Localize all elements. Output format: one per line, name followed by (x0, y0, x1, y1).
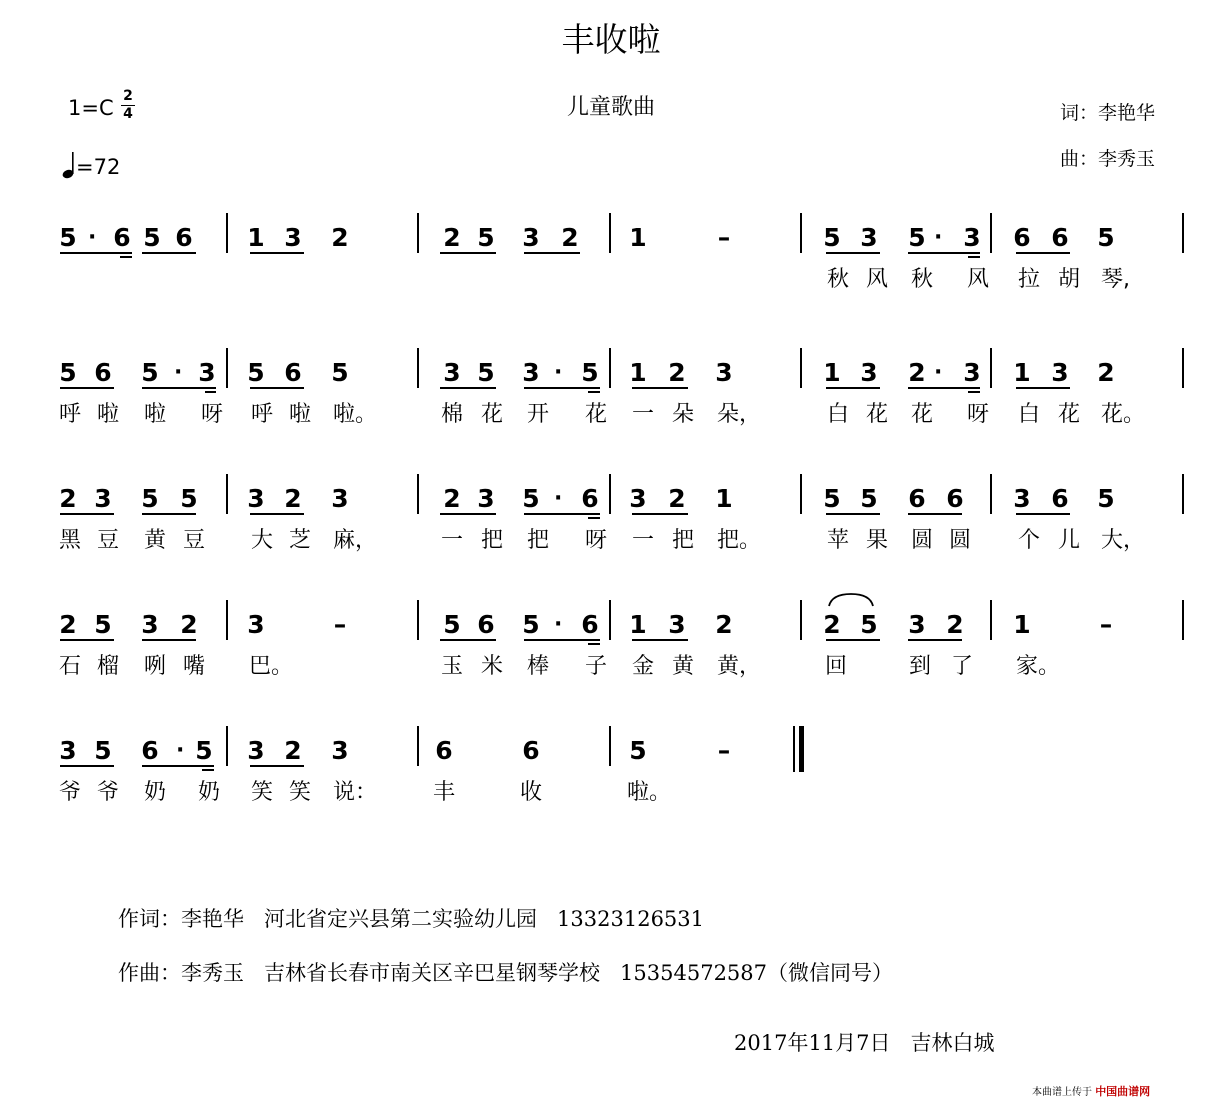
barline (226, 726, 228, 766)
beam-underline (632, 513, 688, 515)
note: 2 (180, 610, 198, 639)
lyric-char: 一 (631, 402, 654, 427)
beam-underline (250, 513, 304, 515)
tempo-marking (62, 150, 120, 180)
note: 1 (1013, 610, 1031, 639)
note: 3 (629, 484, 647, 513)
beam-underline (1016, 252, 1070, 254)
beam-underline (826, 513, 880, 515)
note: 2 (908, 358, 926, 387)
lyric-char: 丰 (432, 780, 455, 805)
lyric-char: 黑 (58, 528, 81, 553)
note: 6 (522, 736, 540, 765)
beam-underline (202, 765, 214, 767)
barline (417, 213, 419, 253)
beam-underline (250, 387, 304, 389)
lyric-char: 个 (1017, 528, 1040, 553)
lyric-char: 花。 (1101, 402, 1146, 427)
lyric-char: 金 (631, 654, 654, 679)
beam-underline (826, 639, 880, 641)
note: 5 (860, 610, 878, 639)
beam-underline (826, 252, 880, 254)
augmentation-dot: · (554, 486, 563, 511)
source-prefix: 本曲谱上传于 (1032, 1087, 1092, 1098)
note: 5 (94, 610, 112, 639)
note: 6 (581, 610, 599, 639)
note: 5 (860, 484, 878, 513)
note: 6 (581, 484, 599, 513)
lyric-char: 把 (671, 528, 694, 553)
beam-underline (908, 513, 962, 515)
source-logo: 中国曲谱网 (1095, 1085, 1151, 1098)
final-barline-thin (793, 726, 795, 772)
note: 3 (247, 610, 265, 639)
lyric-char: 花 (910, 402, 933, 427)
time-numerator: 2 (121, 88, 135, 106)
lyric-char: 豆 (182, 528, 205, 553)
note: 1 (1013, 358, 1031, 387)
beam-underline (440, 252, 496, 254)
note: 3 (522, 223, 540, 252)
note: 5 (823, 223, 841, 252)
beam-underline (440, 513, 496, 515)
note: 3 (284, 223, 302, 252)
augmentation-dot: · (934, 225, 943, 250)
note: 6 (113, 223, 131, 252)
lyric-char: 风 (966, 267, 989, 292)
note: 6 (435, 736, 453, 765)
lyric-char: 笑 (250, 780, 273, 805)
source-watermark (1032, 1083, 1150, 1099)
lyricist-credit: 词：李艳华 (1060, 102, 1156, 124)
lyric-char: 嘴 (182, 654, 205, 679)
note: 3 (443, 358, 461, 387)
note: 2 (668, 484, 686, 513)
beam-underline-double (588, 391, 600, 393)
note: 5 (477, 223, 495, 252)
augmentation-dot: · (934, 360, 943, 385)
composer-credit: 曲：李秀玉 (1060, 148, 1156, 170)
beam-underline-double (968, 256, 980, 258)
sustain-dash: – (1099, 610, 1113, 639)
lyric-char: 秋 (826, 267, 849, 292)
note: 5 (141, 484, 159, 513)
beam-underline (908, 639, 962, 641)
beam-underline (120, 252, 132, 254)
note: 3 (247, 484, 265, 513)
time-signature (121, 88, 135, 123)
note: 1 (629, 358, 647, 387)
note: 5 (908, 223, 926, 252)
beam-underline (250, 252, 304, 254)
augmentation-dot: · (176, 738, 185, 763)
barline (1182, 348, 1184, 388)
note: 5 (522, 484, 540, 513)
note: 6 (908, 484, 926, 513)
note: 5 (629, 736, 647, 765)
lyric-char: 把 (526, 528, 549, 553)
note: 5 (823, 484, 841, 513)
note: 3 (668, 610, 686, 639)
lyric-char: 回 (824, 654, 847, 679)
song-title: 丰收啦 (561, 20, 661, 59)
beam-underline (142, 513, 196, 515)
beam-underline (60, 513, 114, 515)
note: 2 (284, 736, 302, 765)
barline (226, 213, 228, 253)
lyric-char: 琴, (1101, 267, 1130, 292)
note: 6 (477, 610, 495, 639)
lyric-char: 拉 (1017, 267, 1040, 292)
lyric-char: 奶 (197, 780, 220, 805)
lyric-char: 啦。 (627, 780, 672, 805)
lyric-char: 呼 (58, 402, 81, 427)
note: 6 (1013, 223, 1031, 252)
key-signature: 1=C (68, 96, 114, 120)
lyric-char: 白 (1017, 402, 1040, 427)
sustain-dash: – (333, 610, 347, 639)
lyric-char: 玉 (440, 654, 463, 679)
lyric-char: 榴 (96, 654, 119, 679)
beam-underline (588, 513, 600, 515)
barline (226, 348, 228, 388)
lyric-char: 圆 (948, 528, 971, 553)
note: 5 (195, 736, 213, 765)
sustain-dash: – (717, 736, 731, 765)
barline (800, 474, 802, 514)
lyric-char: 奶 (143, 780, 166, 805)
lyric-char: 巴。 (249, 654, 294, 679)
lyric-char: 大 (250, 528, 273, 553)
note: 2 (284, 484, 302, 513)
note: 5 (1097, 223, 1115, 252)
barline (417, 474, 419, 514)
sustain-dash: – (717, 223, 731, 252)
barline (1182, 600, 1184, 640)
note: 3 (94, 484, 112, 513)
note: 3 (198, 358, 216, 387)
note: 1 (823, 358, 841, 387)
barline (800, 348, 802, 388)
time-denominator: 4 (123, 106, 133, 122)
lyric-char: 朵 (671, 402, 694, 427)
lyric-char: 苹 (826, 528, 849, 553)
note: 6 (284, 358, 302, 387)
beam-underline (250, 765, 304, 767)
beam-underline (60, 765, 114, 767)
lyric-char: 儿 (1057, 528, 1080, 553)
note: 6 (1051, 223, 1069, 252)
lyric-char: 爷 (96, 780, 119, 805)
note: 3 (860, 223, 878, 252)
lyric-char: 黄 (671, 654, 694, 679)
lyric-char: 花 (1057, 402, 1080, 427)
beam-underline (142, 639, 196, 641)
barline (226, 600, 228, 640)
lyric-char: 黄 (143, 528, 166, 553)
lyric-char: 到 (908, 654, 931, 679)
note: 5 (141, 358, 159, 387)
note: 6 (94, 358, 112, 387)
note: 2 (668, 358, 686, 387)
lyric-char: 啦 (143, 402, 166, 427)
lyric-char: 一 (631, 528, 654, 553)
beam-underline-double (202, 769, 214, 771)
barline (990, 600, 992, 640)
lyric-char: 白 (826, 402, 849, 427)
date-place: 2017年11月7日 吉林白城 (734, 1031, 995, 1055)
lyric-char: 咧 (143, 654, 166, 679)
barline (609, 726, 611, 766)
note: 2 (1097, 358, 1115, 387)
barline (990, 474, 992, 514)
beam-underline (440, 639, 496, 641)
lyric-char: 家。 (1016, 654, 1061, 679)
note: 5 (94, 736, 112, 765)
lyric-char: 一 (440, 528, 463, 553)
beam-underline (632, 639, 688, 641)
lyric-char: 米 (480, 654, 503, 679)
quarter-note-icon (62, 150, 76, 180)
lyric-char: 棉 (440, 402, 463, 427)
note: 5 (247, 358, 265, 387)
note: 1 (629, 610, 647, 639)
note: 5 (180, 484, 198, 513)
note: 5 (143, 223, 161, 252)
lyric-char: 收 (519, 780, 542, 805)
lyric-char: 风 (865, 267, 888, 292)
barline (609, 600, 611, 640)
note: 2 (331, 223, 349, 252)
lyric-char: 呀 (966, 402, 989, 427)
note: 6 (1051, 484, 1069, 513)
note: 3 (908, 610, 926, 639)
note: 5 (1097, 484, 1115, 513)
lyric-char: 果 (865, 528, 888, 553)
note: 2 (715, 610, 733, 639)
final-barline-thick (799, 726, 804, 772)
note: 5 (331, 358, 349, 387)
composer-info: 作曲：李秀玉 吉林省长春市南关区辛巴星钢琴学校 15354572587（微信同号） (118, 961, 894, 985)
note: 3 (1051, 358, 1069, 387)
beam-underline (632, 387, 688, 389)
lyric-char: 啦 (288, 402, 311, 427)
note: 2 (59, 484, 77, 513)
note: 2 (443, 223, 461, 252)
beam-underline-double (588, 643, 600, 645)
note: 5 (443, 610, 461, 639)
barline (609, 474, 611, 514)
beam-underline-double (588, 517, 600, 519)
beam-underline-double (120, 256, 132, 258)
beam-underline (60, 639, 114, 641)
note: 3 (715, 358, 733, 387)
lyric-char: 呼 (250, 402, 273, 427)
beam-underline (142, 252, 196, 254)
beam-underline (60, 387, 114, 389)
note: 5 (477, 358, 495, 387)
note: 1 (715, 484, 733, 513)
note: 3 (477, 484, 495, 513)
note: 5 (59, 223, 77, 252)
augmentation-dot: · (88, 225, 97, 250)
note: 3 (331, 484, 349, 513)
beam-underline (968, 252, 980, 254)
slur-arc (826, 592, 876, 608)
lyric-char: 开 (526, 402, 549, 427)
barline (417, 726, 419, 766)
beam-underline (524, 252, 580, 254)
note: 3 (963, 223, 981, 252)
lyric-char: 把。 (717, 528, 762, 553)
song-subtitle: 儿童歌曲 (566, 95, 655, 120)
barline (609, 348, 611, 388)
beam-underline (440, 387, 496, 389)
augmentation-dot: · (554, 360, 563, 385)
barline (990, 348, 992, 388)
lyric-char: 石 (58, 654, 81, 679)
lyric-char: 芝 (288, 528, 311, 553)
augmentation-dot: · (554, 612, 563, 637)
barline (800, 213, 802, 253)
note: 3 (247, 736, 265, 765)
beam-underline (588, 639, 600, 641)
note: 1 (629, 223, 647, 252)
note: 3 (141, 610, 159, 639)
note: 3 (1013, 484, 1031, 513)
barline (990, 213, 992, 253)
barline (609, 213, 611, 253)
lyric-char: 花 (865, 402, 888, 427)
note: 3 (963, 358, 981, 387)
note: 3 (522, 358, 540, 387)
note: 2 (561, 223, 579, 252)
beam-underline (1016, 513, 1070, 515)
barline (1182, 213, 1184, 253)
augmentation-dot: · (174, 360, 183, 385)
note: 3 (860, 358, 878, 387)
beam-underline (588, 387, 600, 389)
barline (1182, 474, 1184, 514)
lyric-char: 爷 (58, 780, 81, 805)
lyric-char: 笑 (288, 780, 311, 805)
barline (226, 474, 228, 514)
barline (417, 600, 419, 640)
note: 5 (59, 358, 77, 387)
lyric-char: 棒 (526, 654, 549, 679)
note: 5 (522, 610, 540, 639)
beam-underline-double (968, 391, 980, 393)
lyric-char: 秋 (910, 267, 933, 292)
lyric-char: 圆 (910, 528, 933, 553)
note: 5 (581, 358, 599, 387)
lyric-char: 黄， (717, 654, 762, 679)
lyric-char: 啦。 (333, 402, 378, 427)
note: 6 (141, 736, 159, 765)
lyric-char: 大， (1101, 528, 1146, 553)
note: 2 (823, 610, 841, 639)
note: 3 (59, 736, 77, 765)
beam-underline (1016, 387, 1070, 389)
lyric-char: 了 (950, 654, 973, 679)
lyricist-info: 作词：李艳华 河北省定兴县第二实验幼儿园 13323126531 (118, 907, 705, 931)
lyric-char: 呀 (584, 528, 607, 553)
lyric-char: 子 (584, 654, 607, 679)
lyric-char: 呀 (200, 402, 223, 427)
lyric-char: 胡 (1057, 267, 1080, 292)
note: 2 (946, 610, 964, 639)
lyric-char: 豆 (96, 528, 119, 553)
note: 1 (247, 223, 265, 252)
tempo-value: =72 (76, 155, 121, 179)
beam-underline (826, 387, 880, 389)
lyric-char: 花 (584, 402, 607, 427)
barline (417, 348, 419, 388)
note: 2 (443, 484, 461, 513)
beam-underline (968, 387, 980, 389)
lyric-char: 啦 (96, 402, 119, 427)
note: 2 (59, 610, 77, 639)
lyric-char: 花 (480, 402, 503, 427)
note: 3 (331, 736, 349, 765)
beam-underline (205, 387, 216, 389)
note: 6 (946, 484, 964, 513)
beam-underline-double (205, 391, 216, 393)
lyric-char: 朵， (717, 402, 762, 427)
lyric-char: 说： (333, 780, 378, 805)
barline (800, 600, 802, 640)
lyric-char: 把 (480, 528, 503, 553)
lyric-char: 麻， (333, 528, 378, 553)
note: 6 (175, 223, 193, 252)
